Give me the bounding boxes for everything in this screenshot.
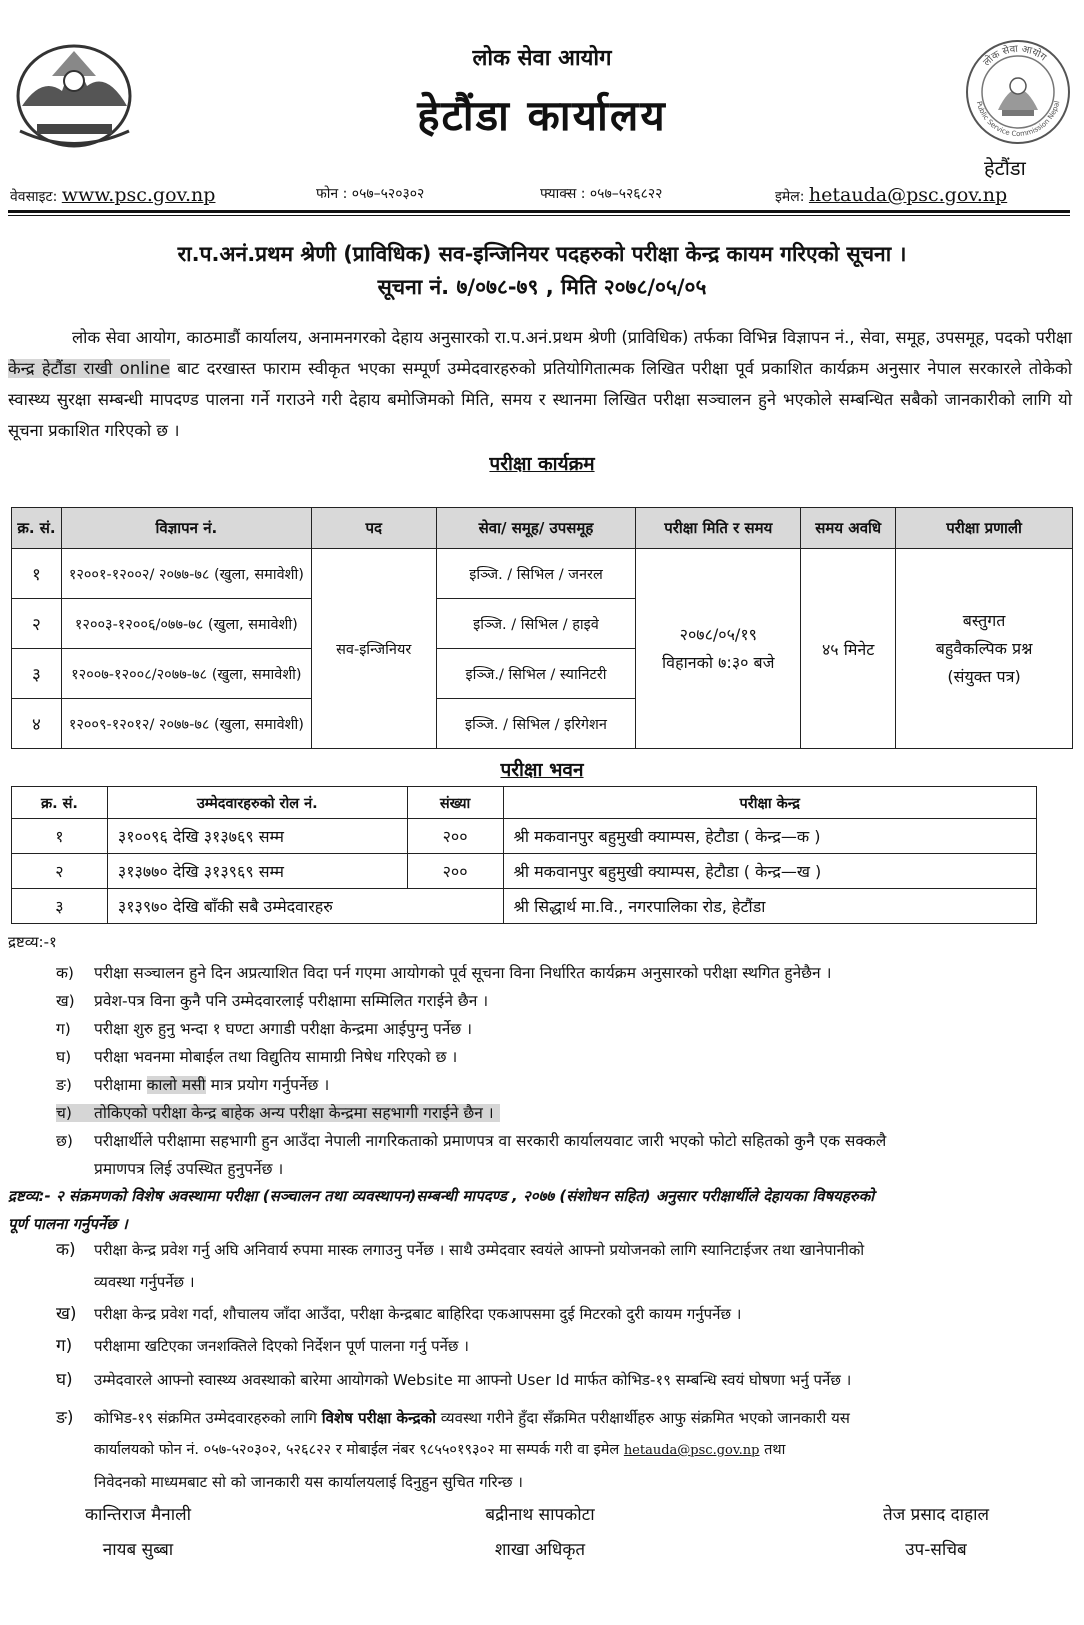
schedule-header-row <box>12 508 1073 549</box>
seal-text: लोक सेवा आयोग <box>981 43 1049 69</box>
header-divider-thin <box>8 215 1070 216</box>
col-ad-no: विज्ञापन नं. <box>61 508 311 549</box>
table-row: ४ १२००९-१२०१२/ २०७७-७८ (खुला, समावेशी) इञ्जि. / सिभिल / इरिगेशन <box>12 699 1073 749</box>
signature-1: कान्तिराज मैनाली नायब सुब्बा <box>84 1505 192 1560</box>
list-item: च) तोकिएको परीक्षा केन्द्र बाहेक अन्य परीक्षा केन्द्रमा सहभागी गराईने छैन । <box>56 1099 1074 1127</box>
website-link[interactable]: www.psc.gov.np <box>61 184 216 206</box>
header-divider <box>8 210 1070 213</box>
post-cell: सव-इन्जिनियर <box>311 549 436 749</box>
email-link-inline[interactable]: hetauda@psc.gov.np <box>623 1443 760 1458</box>
email-link[interactable]: hetauda@psc.gov.np <box>808 184 1008 206</box>
table-row: ३ १२००७-१२००८/२०७७-७८ (खुला, समावेशी) इञ्जि./ सिभिल / स्यानिटरी <box>12 649 1073 699</box>
notes-1-title: द्रष्टव्य:-१ <box>8 933 57 951</box>
table-row: १ १२००१-१२००२/ २०७७-७८ (खुला, समावेशी) सव-इन्जिनियर इञ्जि. / सिभिल / जनरल २०७८/०५/१९ विहानको ७:३० बजे ४५ मिनेट बस्तुगत बहुवैकल्पिक प्रश्न (संयुक्त पत्र) <box>12 549 1073 599</box>
list-item: क) परीक्षा सञ्चालन हुने दिन अप्रत्याशित विदा पर्न गएमा आयोगको पूर्व सूचना विना निर्धारित कार्यक्रम अनुसारको परीक्षा स्थगित हुनेछैन । <box>56 964 832 982</box>
col-duration: समय अवधि <box>801 508 896 549</box>
venue-header-row: क्र. सं. उम्मेदवारहरुको रोल नं. संख्या परीक्षा केन्द्र <box>12 787 1037 819</box>
list-item: ग) परीक्षामा खटिएका जनशक्तिले दिएको निर्देशन पूर्ण पालना गर्नु पर्नेछ । <box>56 1336 469 1356</box>
venue-heading: परीक्षा भवन <box>500 759 584 781</box>
phone-contact: फोन : ०५७–५२०३०२ <box>316 186 425 202</box>
schedule-table <box>11 507 1073 749</box>
col-post: पद <box>311 508 436 549</box>
notes-2-title: द्रष्टव्य:- २ संक्रमणको विशेष अवस्थामा परीक्षा (सञ्चालन तथा व्यवस्थापन)सम्बन्धी मापदण्ड , २०७७ (संशोधन सहित) अनुसार परीक्षार्थीले देहायका विषयहरुको पूर्ण पालना गर्नुपर्नेछ । <box>8 1187 875 1233</box>
venue-table <box>11 786 1037 924</box>
duration-cell: ४५ मिनेट <box>801 549 896 749</box>
highlighted-text: केन्द्र हेटौंडा राखी online <box>8 359 170 378</box>
seal-text-en: Public Service Commission Nepal <box>974 100 1062 139</box>
list-item-continuation: प्रमाणपत्र लिई उपस्थित हुनुपर्नेछ । <box>94 1160 284 1178</box>
list-item: क) परीक्षा केन्द्र प्रवेश गर्नु अघि अनिवार्य रुपमा मास्क लगाउनु पर्नेछ । साथै उम्मेदवार स्वयंले आफ्नो प्रयोजनको लागि स्यानिटाईजर तथा खानेपानीको <box>56 1240 865 1260</box>
system-cell: बस्तुगत बहुवैकल्पिक प्रश्न (संयुक्त पत्र) <box>896 549 1073 749</box>
email-contact: इमेल: hetauda@psc.gov.np <box>775 184 1008 206</box>
office-name: हेटौंडा कार्यालय <box>417 91 667 140</box>
seal-office-label: हेटौंडा <box>984 156 1026 180</box>
col-group: सेवा/ समूह/ उपसमूह <box>436 508 636 549</box>
list-item-continuation: कार्यालयको फोन नं. ०५७-५२०३०२, ५२६८२२ र मोबाईल नंबर ९८५५०१९३०२ मा सम्पर्क गरी वा इमेल hetauda@psc.gov.np तथा <box>94 1442 786 1458</box>
date-time-cell: २०७८/०५/१९ विहानको ७:३० बजे <box>636 549 801 749</box>
list-item-continuation: निवेदनको माध्यमबाट सो को जानकारी यस कार्यालयलाई दिनुहुन सुचित गरिन्छ । <box>94 1473 523 1491</box>
list-item: ग) परीक्षा शुरु हुनु भन्दा १ घण्टा अगाडी परीक्षा केन्द्रमा आईपुग्नु पर्नेछ । <box>56 1020 473 1038</box>
list-item-continuation: व्यवस्था गर्नुपर्नेछ । <box>94 1273 195 1291</box>
table-row: १ ३१००९६ देखि ३१३७६९ सम्म २०० श्री मकवानपुर बहुमुखी क्याम्पस, हेटौडा ( केन्द्र—क ) <box>12 819 1037 854</box>
col-date: परीक्षा मिति र समय <box>636 508 801 549</box>
signature-2: बद्रीनाथ सापकोटा शाखा अधिकृत <box>485 1505 595 1560</box>
list-item: छ) परीक्षार्थीले परीक्षामा सहभागी हुन आउँदा नेपाली नागरिकताको प्रमाणपत्र वा सरकारी कार्यालयवाट जारी भएको फोटो सहितको कुनै एक सक्कलै <box>56 1132 887 1150</box>
list-item: घ) परीक्षा भवनमा मोबाईल तथा विद्युतिय सामाग्री निषेध गरिएको छ । <box>56 1048 458 1066</box>
signature-3: तेज प्रसाद दाहाल उप-सचिब <box>882 1505 990 1560</box>
table-row: २ १२००३-१२००६/०७७-७८ (खुला, समावेशी) इञ्जि. / सिभिल / हाइवे <box>12 599 1073 649</box>
col-sn: क्र. सं. <box>12 508 62 549</box>
website-contact: वेवसाइट: www.psc.gov.np <box>10 184 216 206</box>
list-item: ख) परीक्षा केन्द्र प्रवेश गर्दा, शौचालय जाँदा आउँदा, परीक्षा केन्द्रबाट बाहिरिदा एकआपसमा दुई मिटरको दुरी कायम गर्नुपर्नेछ । <box>56 1304 742 1324</box>
table-row: ३ ३१३९७० देखि बाँकी सबै उम्मेदवारहरु श्री सिद्धार्थ मा.वि., नगरपालिका रोड, हेटौंडा <box>12 889 1037 924</box>
table-row: २ ३१३७७० देखि ३१३९६९ सम्म २०० श्री मकवानपुर बहुमुखी क्याम्पस, हेटौडा ( केन्द्र—ख ) <box>12 854 1037 889</box>
col-system: परीक्षा प्रणाली <box>896 508 1073 549</box>
notice-paragraph: लोक सेवा आयोग, काठमाडौं कार्यालय, अनामनगरको देहाय अनुसारको रा.प.अनं.प्रथम श्रेणी (प्राविधिक) तर्फका विभिन्न विज्ञापन नं., सेवा, समूह, उपसमूह, पदको परीक्षा केन्द्र हेटौंडा राखी online बाट दरखास्त फाराम स्वीकृत भएका सम्पूर्ण उम्मेदवारहरुको प्रतियोगितात्मक लिखित परीक्षा पूर्व प्रकाशित कार्यक्रम अनुसार नेपाल सरकारले तोकेको स्वास्थ्य सुरक्षा सम्बन्धी मापदण्ड पालना गर्ने गराउने गरी देहाय बमोजिमको मिति, समय र स्थानमा लिखित परीक्षा सञ्चालन हुने भएकोले सम्बन्धित सबैको जानकारीको लागि यो सूचना प्रकाशित गरिएको छ । <box>8 328 1073 440</box>
org-name: लोक सेवा आयोग <box>472 46 612 71</box>
fax-contact: फ्याक्स : ०५७–५२६८२२ <box>540 186 663 202</box>
notice-title: रा.प.अनं.प्रथम श्रेणी (प्राविधिक) सव-इन्जिनियर पदहरुको परीक्षा केन्द्र कायम गरिएको सूचना । <box>177 242 907 266</box>
list-item: घ) उम्मेदवारले आफ्नो स्वास्थ्य अवस्थाको बारेमा आयोगको Website मा आफ्नो User Id मार्फत कोभिड-१९ सम्बन्धि स्वयं घोषणा भर्नु पर्नेछ । <box>56 1370 852 1390</box>
list-item: ख) प्रवेश-पत्र विना कुनै पनि उम्मेदवारलाई परीक्षामा सम्मिलित गराईने छैन । <box>56 992 489 1010</box>
notice-number: सूचना नं. ७/०७८-७९ , मिति २०७८/०५/०५ <box>377 275 707 299</box>
list-item: ङ) कोभिड-१९ संक्रमित उम्मेदवारहरुको लागि विशेष परीक्षा केन्द्रको व्यवस्था गरीने हुँदा सँक्रमित परीक्षार्थीहरु आफु संक्रमित भएको जानकारी यस <box>56 1408 850 1428</box>
list-item: ङ) परीक्षामा कालो मसी मात्र प्रयोग गर्नुपर्नेछ । <box>56 1076 330 1094</box>
schedule-heading: परीक्षा कार्यक्रम <box>489 453 595 475</box>
